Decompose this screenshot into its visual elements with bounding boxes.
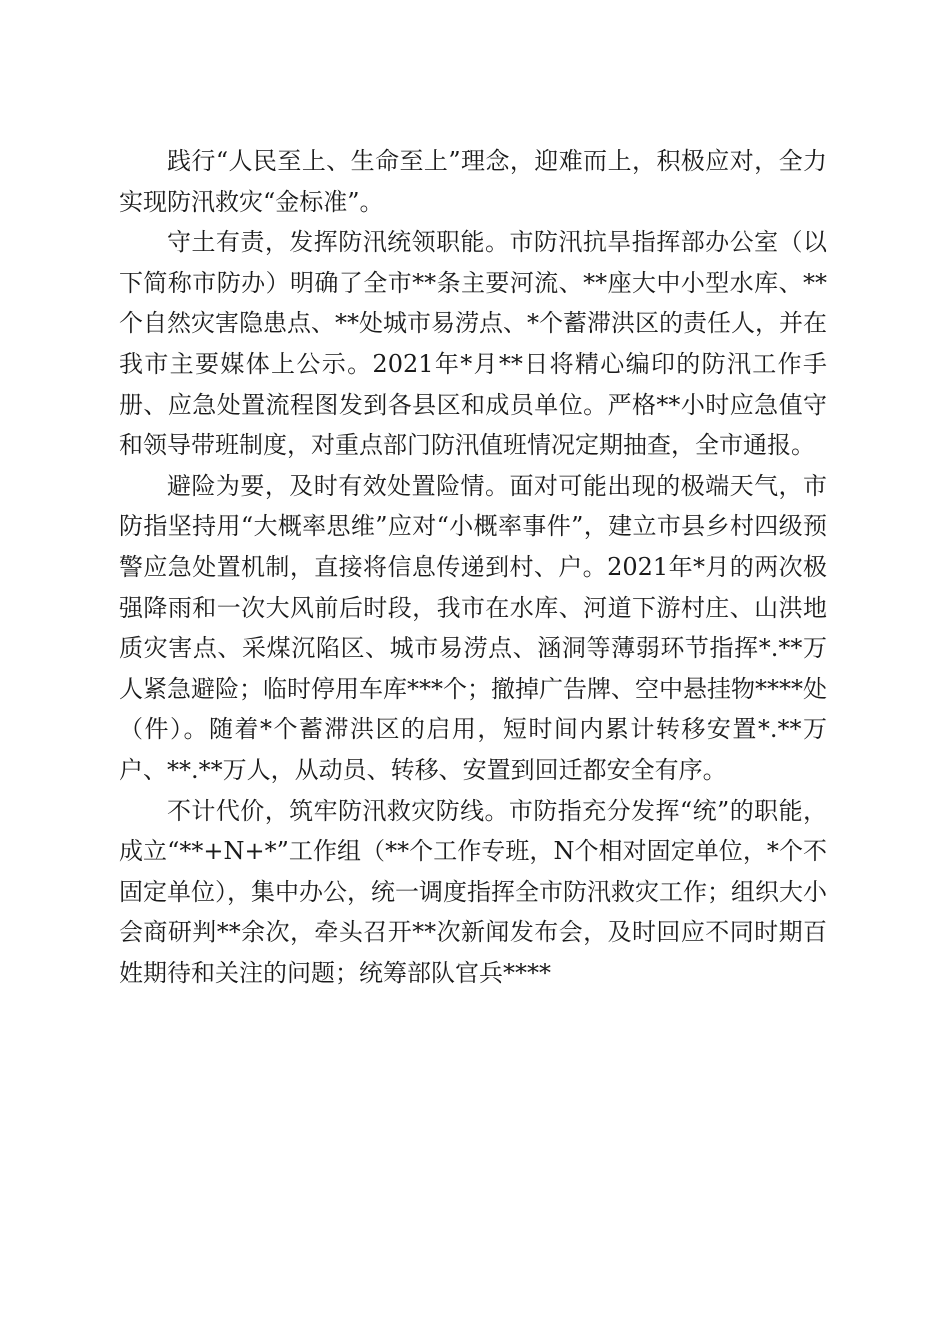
paragraph-risk-avoidance: 避险为要，及时有效处置险情。面对可能出现的极端天气，市防指坚持用“大概率思维”应对“小概率事件”，建立市县乡村四级预警应急处置机制，直接将信息传递到村、户。2021年*月的两次极强降雨和一次大风前后时段，我市在水库、河道下游村庄、山洪地质灾害点、采煤沉陷区、城市易涝点、涵洞等薄弱环节指挥*.**万人紧急避险；临时停用车库***个；撤掉广告牌、空中悬挂物****处（件）。随着*个蓄滞洪区的启用，短时间内累计转移安置*.**万户、**.**万人，从动员、转移、安置到回迁都安全有序。 bbox=[119, 471, 827, 784]
paragraph-intro: 践行“人民至上、生命至上”理念，迎难而上，积极应对，全力实现防汛救灾“金标准”。 bbox=[119, 147, 827, 216]
paragraph-responsibility: 守土有责，发挥防汛统领职能。市防汛抗旱指挥部办公室（以下简称市防办）明确了全市**条主要河流、**座大中小型水库、**个自然灾害隐患点、**处城市易涝点、*个蓄滞洪区的责任人，并在我市主要媒体上公示。2021年*月**日将精心编印的防汛工作手册、应急处置流程图发到各县区和成员单位。严格**小时应急值守和领导带班制度，对重点部门防汛值班情况定期抽查，全市通报。 bbox=[119, 228, 827, 460]
paragraph-defense-line: 不计代价，筑牢防汛救灾防线。市防指充分发挥“统”的职能，成立“**+N+*”工作组（**个工作专班，N个相对固定单位，*个不固定单位），集中办公，统一调度指挥全市防汛救灾工作；组织大小会商研判**余次，牵头召开**次新闻发布会，及时回应不同时期百姓期待和关注的问题；统筹部队官兵**** bbox=[119, 796, 827, 987]
document-body bbox=[119, 141, 827, 993]
